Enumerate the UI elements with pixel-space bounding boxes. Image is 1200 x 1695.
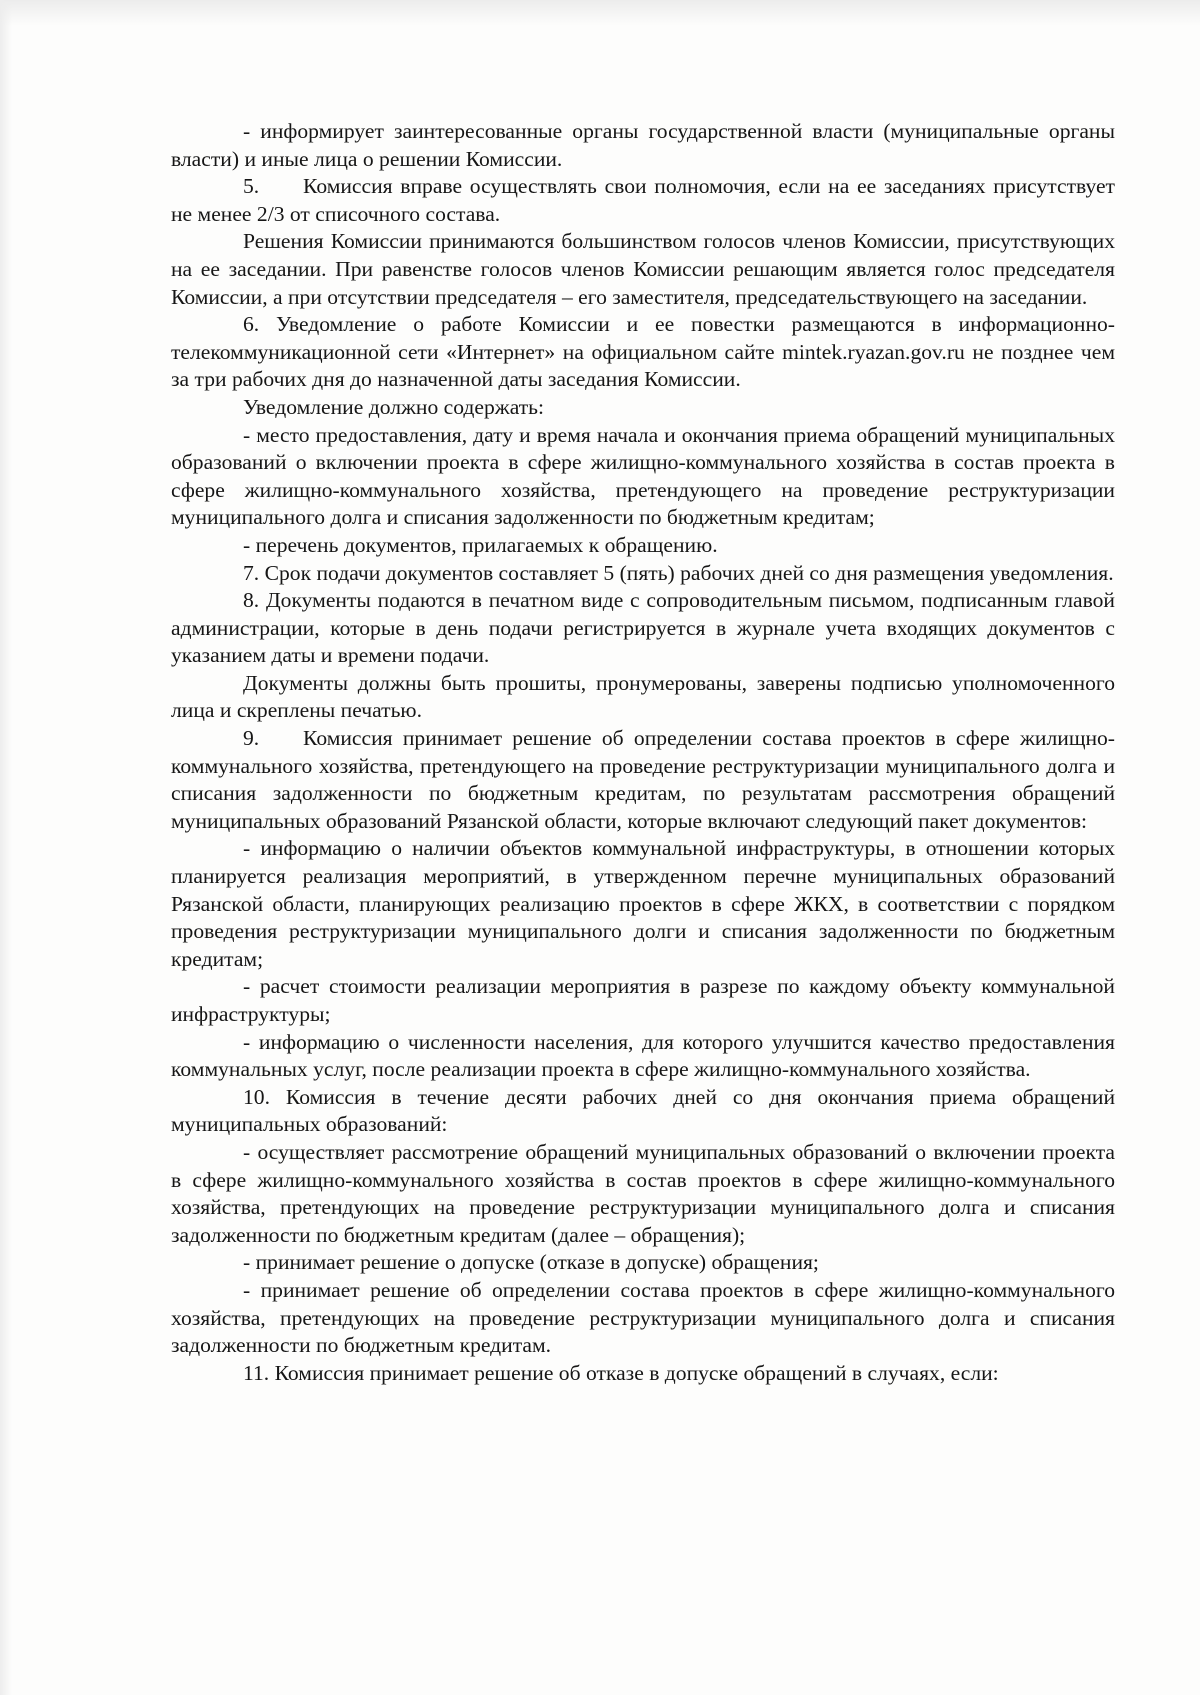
paragraph-item-10: 10. Комиссия в течение десяти рабочих дней со дня окончания приема обращений муниципальных образований: <box>171 1084 1115 1137</box>
paragraph-infrastructure-info: - информацию о наличии объектов коммунальной инфраструктуры, в отношении которых планируется реализация мероприятий, в утвержденном перечне муниципальных образований Рязанской области, планирующих реализацию проектов в сфере ЖКХ, в соответствии с порядком проведения реструктуризации муниципального долги и списания задолженности по бюджетным кредитам; <box>171 836 1115 971</box>
paragraph-documents-sealed: Документы должны быть прошиты, пронумерованы, заверены подписью уполномоченного лица и скреплены печатью. <box>171 670 1115 723</box>
paragraph-notice-documents-list: - перечень документов, прилагаемых к обращению. <box>243 532 718 557</box>
paragraph-item-5 <box>171 173 1115 228</box>
paragraph-review-applications: - осуществляет рассмотрение обращений муниципальных образований о включении проекта в сфере жилищно-коммунального хозяйства в состав проектов в сфере жилищно-коммунального хозяйства, претендующих на проведение реструктуризации муниципального долга и списания задолженности по бюджетным кредитам (далее – обращения); <box>171 1139 1115 1247</box>
paragraph-notice-contents: Уведомление должно содержать: <box>243 394 545 419</box>
item-number: 9. <box>243 726 260 751</box>
paragraph-item-9 <box>171 725 1115 835</box>
paragraph-notice-place-dates: - место предоставления, дату и время начала и окончания приема обращений муниципальных образований о включении проекта в сфере жилищно-коммунального хозяйства в состав проекта в сфере жилищно-коммунального хозяйства, претендующего на проведение реструктуризации муниципального долга и списания задолженности по бюджетным кредитам; <box>171 422 1115 530</box>
paragraph-cost-calculation: - расчет стоимости реализации мероприятия в разрезе по каждому объекту коммунальной инфраструктуры; <box>171 974 1115 1026</box>
paragraph-admission-decision: - принимает решение о допуске (отказе в допуске) обращения; <box>243 1250 819 1275</box>
paragraph-inform-authorities: - информирует заинтересованные органы государственной власти (муниципальные органы власти) и иные лица о решении Комиссии. <box>171 119 1115 171</box>
paragraph-item-7: 7. Срок подачи документов составляет 5 (пять) рабочих дней со дня размещения уведомления. <box>243 560 1114 585</box>
item-number: 5. <box>243 174 260 199</box>
item-text: Комиссия вправе осуществлять свои полномочия, если на ее заседаниях присутствует не менее 2/3 от списочного состава. <box>171 174 1115 226</box>
paragraph-item-11: 11. Комиссия принимает решение об отказе в допуске обращений в случаях, если: <box>243 1360 999 1385</box>
paragraph-decisions: Решения Комиссии принимаются большинством голосов членов Комиссии, присутствующих на ее заседании. При равенстве голосов членов Комиссии решающим является голос председателя Комиссии, а при отсутствии председателя – его заместителя, председательствующего на заседании. <box>171 229 1115 309</box>
item-text: Комиссия принимает решение об определении состава проектов в сфере жилищно-коммунального хозяйства, претендующего на проведение реструктуризации муниципального долга и списания задолженности по бюджетным кредитам, по результатам рассмотрения обращений муниципальных образований Рязанской области, которые включают следующий пакет документов: <box>171 726 1115 833</box>
paragraph-item-6: 6. Уведомление о работе Комиссии и ее повестки размещаются в информационно-телекоммуникационной сети «Интернет» на официальном сайте mintek.ryazan.gov.ru не позднее чем за три рабочих дня до назначенной даты заседания Комиссии. <box>171 312 1115 392</box>
paragraph-project-composition-decision: - принимает решение об определении состава проектов в сфере жилищно-коммунального хозяйства, претендующих на проведение реструктуризации муниципального долга и списания задолженности по бюджетным кредитам. <box>171 1277 1115 1358</box>
paragraph-population-info: - информацию о численности населения, для которого улучшится качество предоставления коммунальных услуг, после реализации проекта в сфере жилищно-коммунального хозяйства. <box>171 1029 1115 1082</box>
paragraph-item-8: 8. Документы подаются в печатном виде с сопроводительным письмом, подписанным главой администрации, которые в день подачи регистрируется в журнале учета входящих документов с указанием даты и времени подачи. <box>171 588 1115 668</box>
